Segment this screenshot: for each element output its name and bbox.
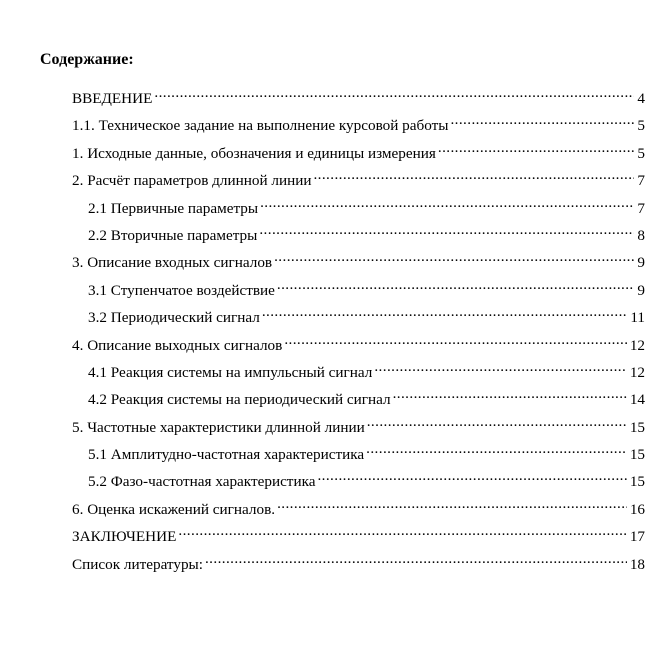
toc-entry-page: 15 (629, 418, 645, 436)
toc-dot-leader (260, 193, 634, 213)
toc-dot-leader (274, 247, 634, 267)
toc-entry-title: 4.2 Реакция системы на периодический сигнал (88, 391, 391, 409)
toc-dot-leader (284, 330, 627, 350)
toc-entry-title: Список литературы: (72, 555, 203, 573)
toc-entry[interactable] (88, 302, 645, 329)
toc-entry[interactable] (88, 384, 645, 411)
toc-entry-page: 5 (637, 144, 645, 162)
toc-dot-leader (367, 412, 627, 432)
toc-dot-leader (205, 549, 627, 569)
toc-entry-page: 12 (629, 363, 645, 381)
toc-entry-title: 3. Описание входных сигналов (72, 254, 273, 272)
toc-entry-title: 2.2 Вторичные параметры (88, 226, 258, 244)
toc-entry[interactable] (88, 439, 645, 466)
toc-entry[interactable] (72, 83, 645, 110)
toc-entry-page: 9 (637, 254, 645, 272)
toc-dot-leader (259, 220, 634, 240)
toc-entry-page: 18 (629, 555, 645, 573)
toc-entry-title: 4.1 Реакция системы на импульсный сигнал (88, 363, 373, 381)
toc-entry[interactable] (72, 521, 645, 548)
toc-dot-leader (366, 439, 627, 459)
toc-entry-title: 1.1. Техническое задание на выполнение курсовой работы (72, 117, 449, 135)
toc-entry-title: 5. Частотные характеристики длинной линии (72, 418, 365, 436)
toc-entry-title: 3.2 Периодический сигнал (88, 309, 260, 327)
toc-dot-leader (277, 494, 627, 514)
toc-entry-page: 15 (629, 473, 645, 491)
toc-entry[interactable] (72, 549, 645, 576)
toc-dot-leader (262, 302, 628, 322)
toc-entry-page: 12 (629, 336, 645, 354)
toc-dot-leader (450, 110, 634, 130)
toc-entry-title: ЗАКЛЮЧЕНИЕ (72, 528, 177, 546)
toc-entry-page: 8 (637, 226, 645, 244)
toc-entry-page: 7 (637, 199, 645, 217)
toc-entry[interactable] (88, 357, 645, 384)
toc-entry[interactable] (88, 275, 645, 302)
toc-dot-leader (154, 83, 634, 103)
toc-entry-page: 4 (637, 90, 645, 107)
toc-entry-page: 14 (629, 391, 645, 409)
toc-entry[interactable] (72, 412, 645, 439)
toc-entry-page: 7 (637, 172, 645, 190)
toc-entry-title: 6. Оценка искажений сигналов. (72, 500, 276, 518)
toc-entry[interactable] (88, 220, 645, 247)
toc-dot-leader (178, 521, 626, 541)
toc-list (0, 83, 666, 576)
toc-entry-title: 1. Исходные данные, обозначения и единицы измерения (72, 144, 436, 162)
toc-heading: Содержание: (40, 51, 134, 68)
toc-entry-page: 17 (629, 528, 645, 546)
toc-entry[interactable] (72, 110, 645, 137)
toc-entry[interactable] (72, 165, 645, 192)
toc-dot-leader (313, 165, 634, 185)
toc-entry[interactable] (72, 247, 645, 274)
toc-entry-title: 5.2 Фазо-частотная характеристика (88, 473, 316, 491)
toc-entry-page: 11 (630, 309, 645, 327)
toc-entry-title: ВВЕДЕНИЕ (72, 90, 153, 107)
toc-entry-page: 15 (629, 446, 645, 464)
toc-entry-page: 5 (637, 117, 645, 135)
toc-entry[interactable] (72, 330, 645, 357)
toc-entry-page: 16 (629, 500, 645, 518)
toc-dot-leader (317, 466, 626, 486)
toc-entry[interactable] (72, 138, 645, 165)
toc-entry[interactable] (88, 466, 645, 493)
toc-dot-leader (438, 138, 635, 158)
toc-entry[interactable] (72, 494, 645, 521)
toc-entry-title: 2.1 Первичные параметры (88, 199, 259, 217)
toc-entry-title: 4. Описание выходных сигналов (72, 336, 283, 354)
toc-entry-title: 5.1 Амплитудно-частотная характеристика (88, 446, 365, 464)
toc-entry-page: 9 (637, 281, 645, 299)
toc-entry-title: 2. Расчёт параметров длинной линии (72, 172, 312, 190)
toc-entry[interactable] (88, 193, 645, 220)
toc-dot-leader (374, 357, 626, 377)
toc-entry-title: 3.1 Ступенчатое воздействие (88, 281, 275, 299)
toc-dot-leader (277, 275, 635, 295)
toc-dot-leader (393, 384, 627, 404)
